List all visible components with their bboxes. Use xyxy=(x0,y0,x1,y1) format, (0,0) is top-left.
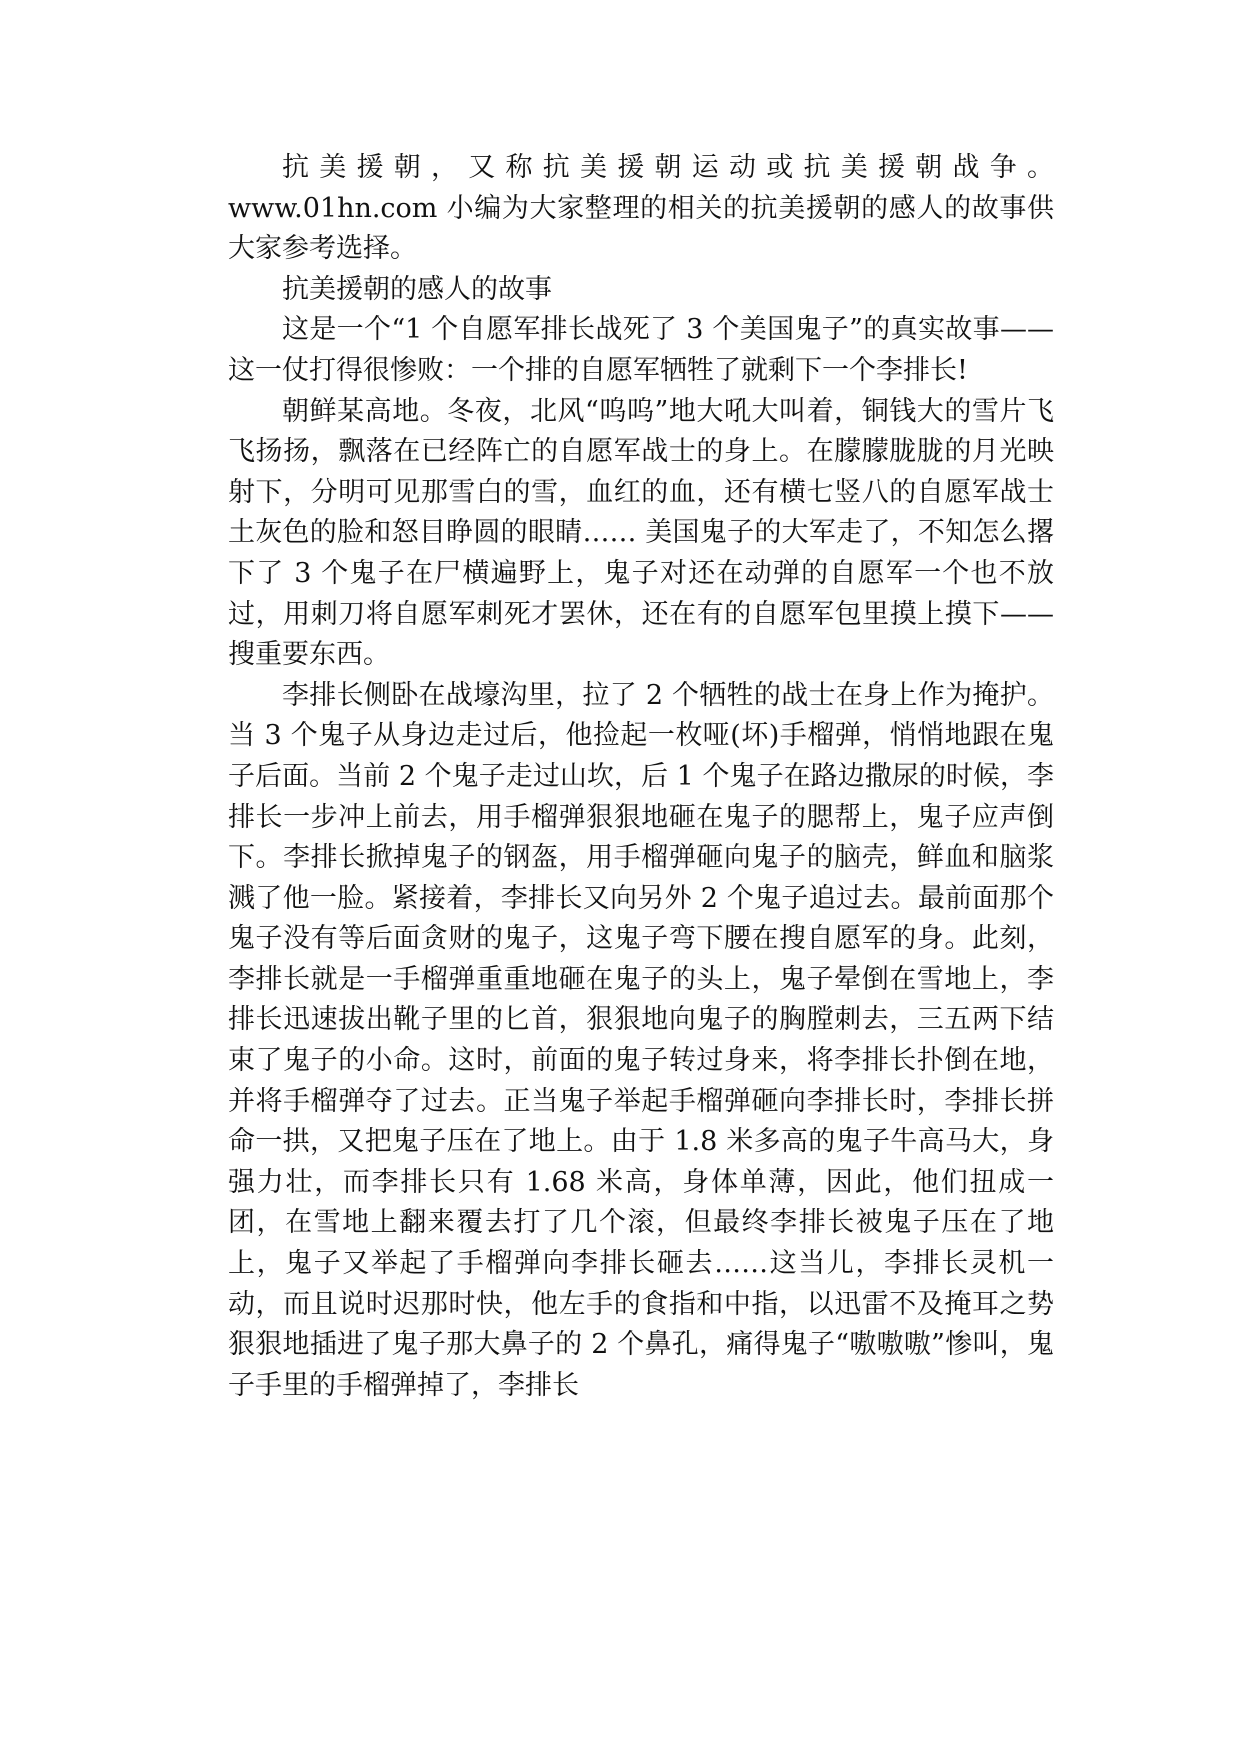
scene-paragraph: 朝鲜某高地。冬夜，北风“呜呜”地大吼大叫着，铜钱大的雪片飞飞扬扬，飘落在已经阵亡的自愿军战士的身上。在朦朦胧胧的月光映射下，分明可见那雪白的雪，血红的血，还有横七竖八的自愿军战士土灰色的脸和怒目睁圆的眼睛…… 美国鬼子的大军走了，不知怎么撂下了 3 个鬼子在尸横遍野上，鬼子对还在动弹的自愿军一个也不放过，用刺刀将自愿军刺死才罢休，还在有的自愿军包里摸上摸下——搜重要东西。 xyxy=(228,395,1054,671)
body-text xyxy=(228,148,1054,1406)
battle-paragraph: 李排长侧卧在战壕沟里，拉了 2 个牺牲的战士在身上作为掩护。当 3 个鬼子从身边走过后，他捡起一枚哑(坏)手榴弹，悄悄地跟在鬼子后面。当前 2 个鬼子走过山坎，后 1 个鬼子在路边撒尿的时候，李排长一步冲上前去，用手榴弹狠狠地砸在鬼子的腮帮上，鬼子应声倒下。李排长掀掉鬼子的钢盔，用手榴弹砸向鬼子的脑壳，鲜血和脑浆溅了他一脸。紧接着，李排长又向另外 2 个鬼子追过去。最前面那个鬼子没有等后面贪财的鬼子，这鬼子弯下腰在搜自愿军的身。此刻，李排长就是一手榴弹重重地砸在鬼子的头上，鬼子晕倒在雪地上，李排长迅速拔出靴子里的匕首，狠狠地向鬼子的胸膛刺去，三五两下结束了鬼子的小命。这时，前面的鬼子转过身来，将李排长扑倒在地，并将手榴弹夺了过去。正当鬼子举起手榴弹砸向李排长时，李排长拼命一拱，又把鬼子压在了地上。由于 1.8 米多高的鬼子牛高马大，身强力壮，而李排长只有 1.68 米高，身体单薄，因此，他们扭成一团，在雪地上翻来覆去打了几个滚，但最终李排长被鬼子压在了地上，鬼子又举起了手榴弹向李排长砸去……这当儿，李排长灵机一动，而且说时迟那时快，他左手的食指和中指，以迅雷不及掩耳之势狠狠地插进了鬼子那大鼻子的 2 个鼻孔，痛得鬼子“嗷嗷嗷”惨叫，鬼子手里的手榴弹掉了，李排长 xyxy=(228,679,1054,1401)
story-summary-paragraph: 这是一个“1 个自愿军排长战死了 3 个美国鬼子”的真实故事—— 这一仗打得很惨败：一个排的自愿军牺牲了就剩下一个李排长! xyxy=(228,314,1054,386)
intro-paragraph: 抗美援朝，又称抗美援朝运动或抗美援朝战争。www.01hn.com 小编为大家整理的相关的抗美援朝的感人的故事供大家参考选择。 xyxy=(228,152,1054,265)
section-heading: 抗美援朝的感人的故事 xyxy=(282,273,552,305)
